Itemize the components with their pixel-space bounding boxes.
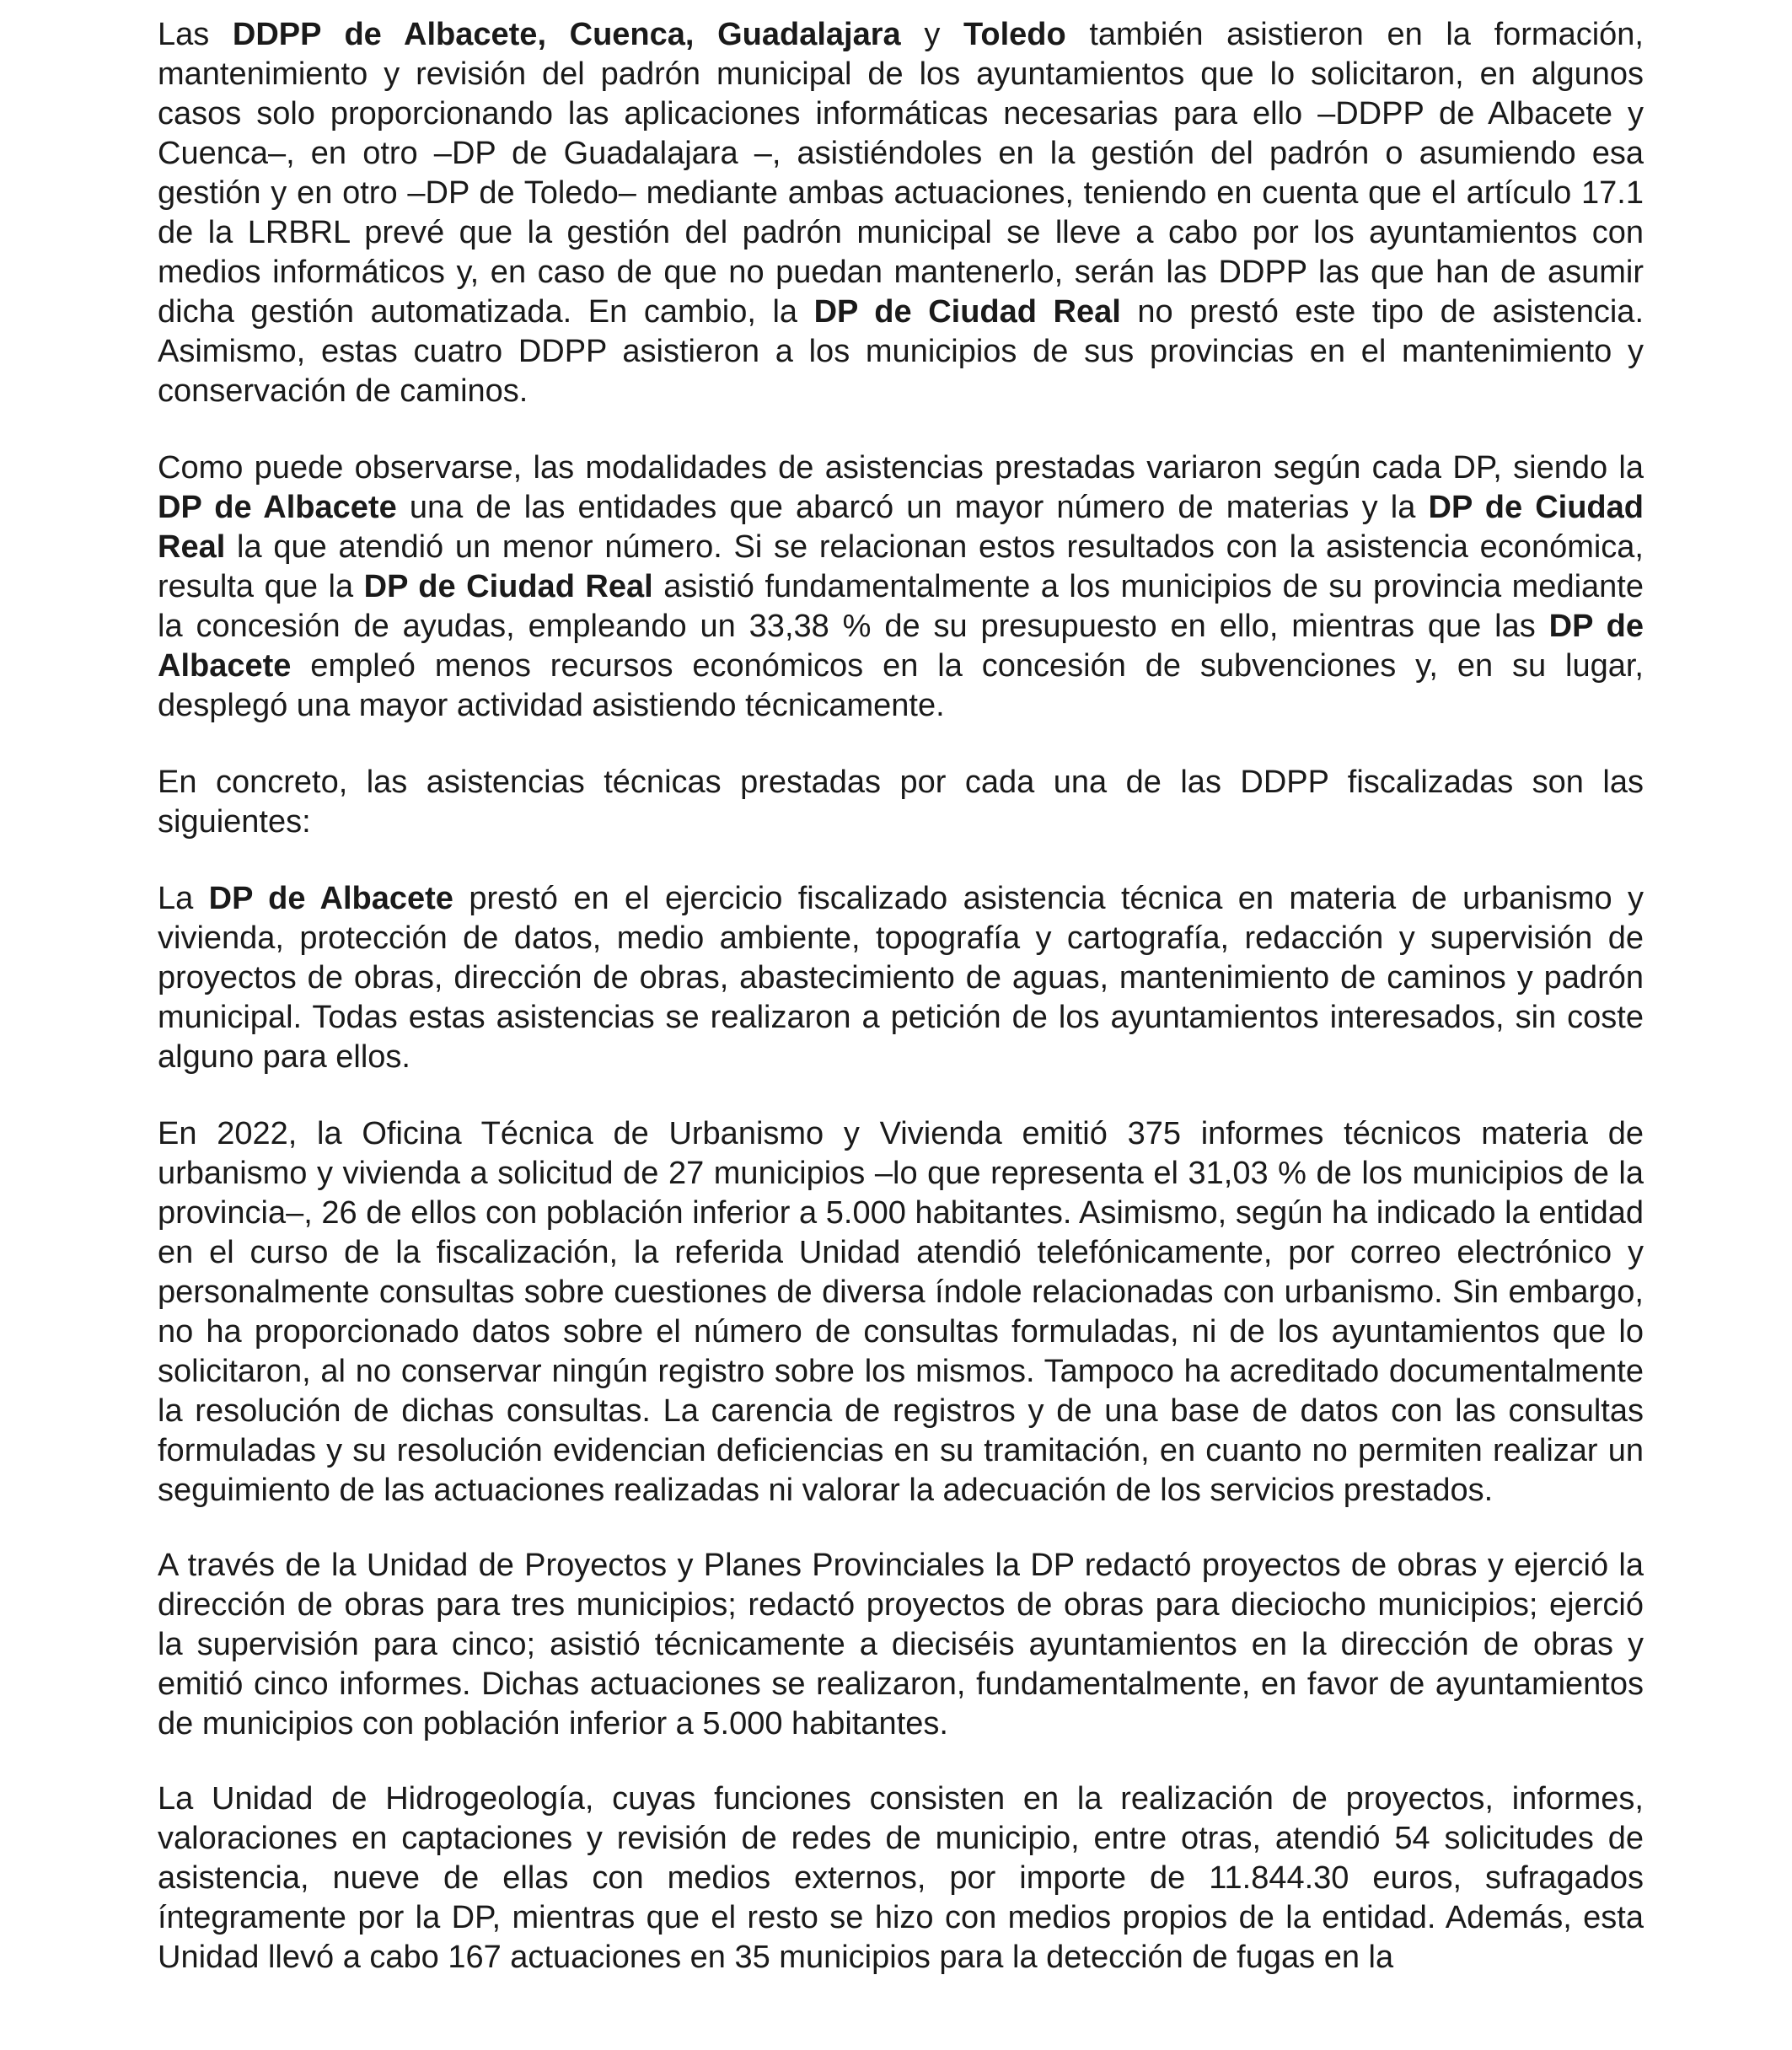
paragraph-unidad-proyectos: A través de la Unidad de Proyectos y Planes Provinciales la DP redactó proyectos de obras y ejerció la dirección de obras para tres municipios; redactó proyectos de obras para dieciocho municipios; ejerció la supervisión para cinco; asistió técnicamente a dieciséis ayuntamientos en la dirección de obras y emitió cinco informes. Dichas actuaciones se realizaron, fundamentalmente, en favor de ayuntamientos de municipios con población inferior a 5.000 habitantes. [158,1548,1644,1741]
text-run: Las [158,17,233,52]
paragraph-asistencias-tecnicas-intro: En concreto, las asistencias técnicas prestadas por cada una de las DDPP fiscalizadas son las siguientes: [158,765,1644,840]
text-run: la que atendió un menor número. Si se relacionan estos resultados con la asistencia económica, resulta que la [158,529,1644,604]
paragraph-modalidades-asistencia [158,448,1644,726]
text-run: no prestó este tipo de asistencia. Asimismo, estas cuatro DDPP asistieron a los municipios de sus provincias en el mantenimiento y conservación de caminos. [158,294,1644,409]
paragraph-dp-albacete [158,879,1644,1077]
paragraph-oficina-urbanismo: En 2022, la Oficina Técnica de Urbanismo y Vivienda emitió 375 informes técnicos materia de urbanismo y vivienda a solicitud de 27 municipios ‒lo que representa el 31,03 % de los municipios de la provincia‒, 26 de ellos con población inferior a 5.000 habitantes. Asimismo, según ha indicado la entidad en el curso de la fiscalización, la referida Unidad atendió telefónicamente, por correo electrónico y personalmente consultas sobre cuestiones de diversa índole relacionadas con urbanismo. Sin embargo, no ha proporcionado datos sobre el número de consultas formuladas, ni de los ayuntamientos que lo solicitaron, al no conservar ningún registro sobre los mismos. Tampoco ha acreditado documentalmente la resolución de dichas consultas. La carencia de registros y de una base de datos con las consultas formuladas y su resolución evidencian deficiencias en su tramitación, en cuanto no permiten realizar un seguimiento de las actuaciones realizadas ni valorar la adecuación de los servicios prestados. [158,1116,1644,1508]
bold-entity: DP de Ciudad Real [813,294,1121,330]
text-run: y [900,17,963,52]
text-run: una de las entidades que abarcó un mayor número de materias y la [396,490,1429,525]
bold-entity: Toledo [963,17,1066,52]
text-run: prestó en el ejercicio fiscalizado asistencia técnica en materia de urbanismo y vivienda, protección de datos, medio ambiente, topografía y cartografía, redacción y supervisión de proyectos de obras, dirección de obras, abastecimiento de aguas, mantenimiento de caminos y padrón municipal. Todas estas asistencias se realizaron a petición de los ayuntamientos interesados, sin coste alguno para ellos. [158,881,1644,1075]
bold-entity: DP de Ciudad Real [363,569,653,604]
paragraph-unidad-hidrogeologia: La Unidad de Hidrogeología, cuyas funciones consisten en la realización de proyectos, informes, valoraciones en captaciones y revisión de redes de municipio, entre otras, atendió 54 solicitudes de asistencia, nueve de ellas con medios externos, por importe de 11.844.30 euros, sufragados íntegramente por la DP, mientras que el resto se hizo con medios propios de la entidad. Además, esta Unidad llevó a cabo 167 actuaciones en 35 municipios para la detección de fugas en la [158,1781,1644,1975]
text-run: Como puede observarse, las modalidades de asistencias prestadas variaron según cada DP, siendo la [158,450,1644,486]
bold-entity: DDPP de Albacete, Cuenca, Guadalajara [232,17,901,52]
bold-entity: DP de Albacete [208,881,453,916]
bold-entity: DP de Albacete [158,609,1644,684]
text-run: empleó menos recursos económicos en la concesión de subvenciones y, en su lugar, desplegó una mayor actividad asistiendo técnicamente. [158,648,1644,723]
text-run: asistió fundamentalmente a los municipios de su provincia mediante la concesión de ayudas, empleando un 33,38 % de su presupuesto en ello, mientras que las [158,569,1644,644]
paragraph-padron-asistencia [158,15,1644,411]
bold-entity: DP de Ciudad Real [158,490,1644,565]
bold-entity: DP de Albacete [158,490,397,525]
text-run: La [158,881,209,916]
text-run: también asistieron en la formación, mantenimiento y revisión del padrón municipal de los ayuntamientos que lo solicitaron, en algunos casos solo proporcionando las aplicaciones informáticas necesarias para ello ‒DDPP de Albacete y Cuenca‒, en otro ‒DP de Guadalajara ‒, asistiéndoles en la gestión del padrón o asumiendo esa gestión y en otro ‒DP de Toledo‒ mediante ambas actuaciones, teniendo en cuenta que el artículo 17.1 de la LRBRL prevé que la gestión del padrón municipal se lleve a cabo por los ayuntamientos con medios informáticos y, en caso de que no puedan mantenerlo, serán las DDPP las que han de asumir dicha gestión automatizada. En cambio, la [158,17,1644,330]
document-page [158,15,1644,2015]
